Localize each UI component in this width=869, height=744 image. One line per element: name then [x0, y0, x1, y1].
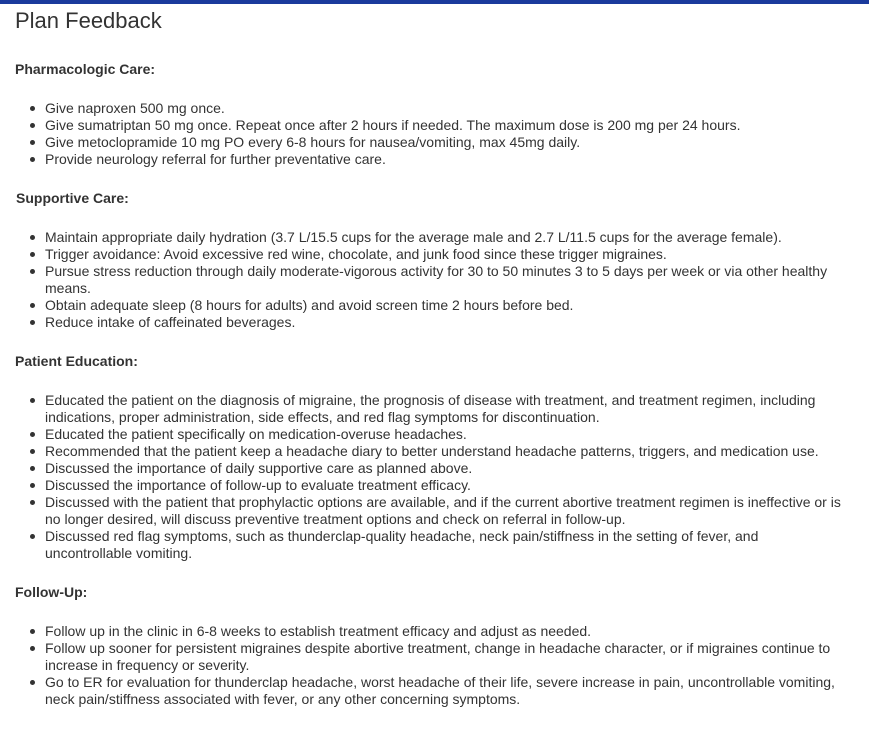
- item-list: [0, 100, 869, 168]
- list-item: Educated the patient specifically on medication-overuse headaches.: [45, 426, 869, 443]
- list-item: Obtain adequate sleep (8 hours for adults) and avoid screen time 2 hours before bed.: [45, 297, 869, 314]
- section-supportive-care: [0, 189, 869, 331]
- list-item: Provide neurology referral for further preventative care.: [45, 151, 869, 168]
- list-item: Give naproxen 500 mg once.: [45, 100, 869, 117]
- list-item: Discussed the importance of follow-up to evaluate treatment efficacy.: [45, 477, 869, 494]
- list-item: Trigger avoidance: Avoid excessive red wine, chocolate, and junk food since these trigger migraines.: [45, 246, 869, 263]
- item-list: [0, 392, 869, 562]
- list-item: Give sumatriptan 50 mg once. Repeat once after 2 hours if needed. The maximum dose is 200 mg per 24 hours.: [45, 117, 869, 134]
- list-item: Go to ER for evaluation for thunderclap headache, worst headache of their life, severe increase in pain, uncontrollable vomiting, neck pain/stiffness associated with fever, or any other concerning symptoms.: [45, 674, 869, 708]
- section-heading: Supportive Care:: [16, 190, 129, 206]
- list-item: Educated the patient on the diagnosis of migraine, the prognosis of disease with treatment, and treatment regimen, including indications, proper administration, side effects, and red flag symptoms for discontinuation.: [45, 392, 869, 426]
- list-item: Recommended that the patient keep a headache diary to better understand headache patterns, triggers, and medication use.: [45, 443, 869, 460]
- page-title: Plan Feedback: [15, 8, 162, 33]
- list-item: Follow up in the clinic in 6-8 weeks to establish treatment efficacy and adjust as needed.: [45, 623, 869, 640]
- list-item: Discussed the importance of daily supportive care as planned above.: [45, 460, 869, 477]
- list-item: Follow up sooner for persistent migraines despite abortive treatment, change in headache character, or if migraines continue to increase in frequency or severity.: [45, 640, 869, 674]
- plan-content: [0, 60, 869, 729]
- section-heading: Patient Education:: [15, 353, 138, 369]
- section-follow-up: [0, 583, 869, 708]
- list-item: Maintain appropriate daily hydration (3.7 L/15.5 cups for the average male and 2.7 L/11.5 cups for the average female).: [45, 229, 869, 246]
- section-heading: Pharmacologic Care:: [15, 61, 156, 77]
- item-list: [0, 229, 869, 331]
- item-list: [0, 623, 869, 708]
- top-accent-bar: [0, 0, 869, 4]
- list-item: Discussed with the patient that prophylactic options are available, and if the current abortive treatment regimen is ineffective or is no longer desired, will discuss preventive treatment options and check on referral in follow-up.: [45, 494, 869, 528]
- section-heading: Follow-Up:: [15, 584, 88, 600]
- section-pharmacologic-care: [0, 60, 869, 168]
- section-patient-education: [0, 352, 869, 562]
- list-item: Reduce intake of caffeinated beverages.: [45, 314, 869, 331]
- list-item: Give metoclopramide 10 mg PO every 6-8 hours for nausea/vomiting, max 45mg daily.: [45, 134, 869, 151]
- list-item: Discussed red flag symptoms, such as thunderclap-quality headache, neck pain/stiffness in the setting of fever, and uncontrollable vomiting.: [45, 528, 869, 562]
- list-item: Pursue stress reduction through daily moderate-vigorous activity for 30 to 50 minutes 3 to 5 days per week or via other healthy means.: [45, 263, 869, 297]
